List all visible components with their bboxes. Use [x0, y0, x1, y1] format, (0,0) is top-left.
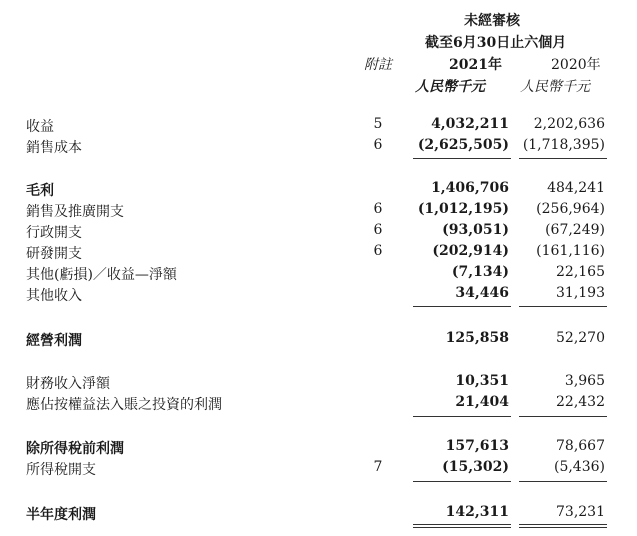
row-label-profit-for-period: 半年度利潤 — [26, 507, 96, 523]
value-2020: 484,241 — [547, 180, 605, 196]
value-2020: 31,193 — [556, 285, 605, 301]
row-label-share-of-investments: 應佔按權益法入賬之投資的利潤 — [26, 397, 222, 413]
value-2021: 1,406,706 — [431, 180, 509, 196]
subtotal-rule — [413, 416, 511, 417]
row-label-rd-expenses: 研發開支 — [26, 246, 82, 262]
subtotal-rule — [519, 481, 607, 482]
value-2020: 73,231 — [556, 504, 605, 520]
double-underline-bottom — [413, 527, 511, 528]
value-2021: (15,302) — [442, 459, 509, 475]
row-label-profit-before-tax: 除所得稅前利潤 — [26, 441, 124, 457]
unit-2021-header: 人民幣千元 — [415, 79, 485, 95]
value-2020: (67,249) — [545, 222, 605, 238]
row-label-other-income: 其他收入 — [26, 288, 82, 304]
value-2021: 4,032,211 — [431, 116, 509, 132]
row-label-cost-of-sales: 銷售成本 — [26, 140, 82, 156]
row-note: 6 — [373, 222, 383, 238]
value-2020: 2,202,636 — [533, 116, 605, 132]
double-underline-top — [519, 524, 607, 525]
row-note: 6 — [373, 137, 383, 153]
value-2021: 125,858 — [445, 330, 509, 346]
unit-2020-header: 人民幣千元 — [520, 79, 590, 95]
subtotal-rule — [519, 306, 607, 307]
value-2020: 52,270 — [556, 330, 605, 346]
row-note: 6 — [373, 201, 383, 217]
row-label-selling-expenses: 銷售及推廣開支 — [26, 204, 124, 220]
double-underline-top — [413, 524, 511, 525]
value-2021: 142,311 — [445, 504, 509, 520]
subtotal-rule — [413, 158, 511, 159]
value-2020: 3,965 — [564, 373, 605, 389]
value-2020: (256,964) — [536, 201, 605, 217]
value-2021: (202,914) — [432, 243, 509, 259]
subtotal-rule — [519, 416, 607, 417]
row-note: 7 — [373, 459, 383, 475]
value-2021: 10,351 — [455, 373, 509, 389]
value-2021: (93,051) — [442, 222, 509, 238]
value-2021: (7,134) — [451, 264, 509, 280]
value-2021: 157,613 — [445, 438, 509, 454]
value-2020: (161,116) — [536, 243, 605, 259]
value-2021: 34,446 — [455, 285, 509, 301]
period-heading: 截至6月30日止六個月 — [425, 35, 567, 51]
subtotal-rule — [413, 481, 511, 482]
row-note: 5 — [373, 116, 383, 132]
row-label-operating-profit: 經營利潤 — [26, 333, 82, 349]
value-2020: 22,165 — [556, 264, 605, 280]
row-note: 6 — [373, 243, 383, 259]
row-label-admin-expenses: 行政開支 — [26, 225, 82, 241]
subtotal-rule — [413, 306, 511, 307]
subtotal-rule — [519, 158, 607, 159]
value-2020: 78,667 — [556, 438, 605, 454]
unaudited-heading: 未經審核 — [464, 13, 520, 29]
double-underline-bottom — [519, 527, 607, 528]
row-label-finance-income: 財務收入淨額 — [26, 376, 110, 392]
value-2021: (1,012,195) — [417, 201, 509, 217]
row-label-gross-profit: 毛利 — [26, 183, 54, 199]
value-2020: (5,436) — [553, 459, 605, 475]
note-column-header: 附註 — [364, 57, 392, 73]
year-2020-header: 2020年 — [551, 57, 601, 73]
value-2021: 21,404 — [455, 394, 509, 410]
row-label-income-tax: 所得稅開支 — [26, 462, 96, 478]
row-label-revenue: 收益 — [26, 119, 54, 135]
row-label-other-gains: 其他(虧損)／收益—淨額 — [26, 267, 177, 283]
year-2021-header: 2021年 — [449, 57, 502, 73]
value-2020: (1,718,395) — [522, 137, 605, 153]
value-2020: 22,432 — [556, 394, 605, 410]
value-2021: (2,625,505) — [417, 137, 509, 153]
